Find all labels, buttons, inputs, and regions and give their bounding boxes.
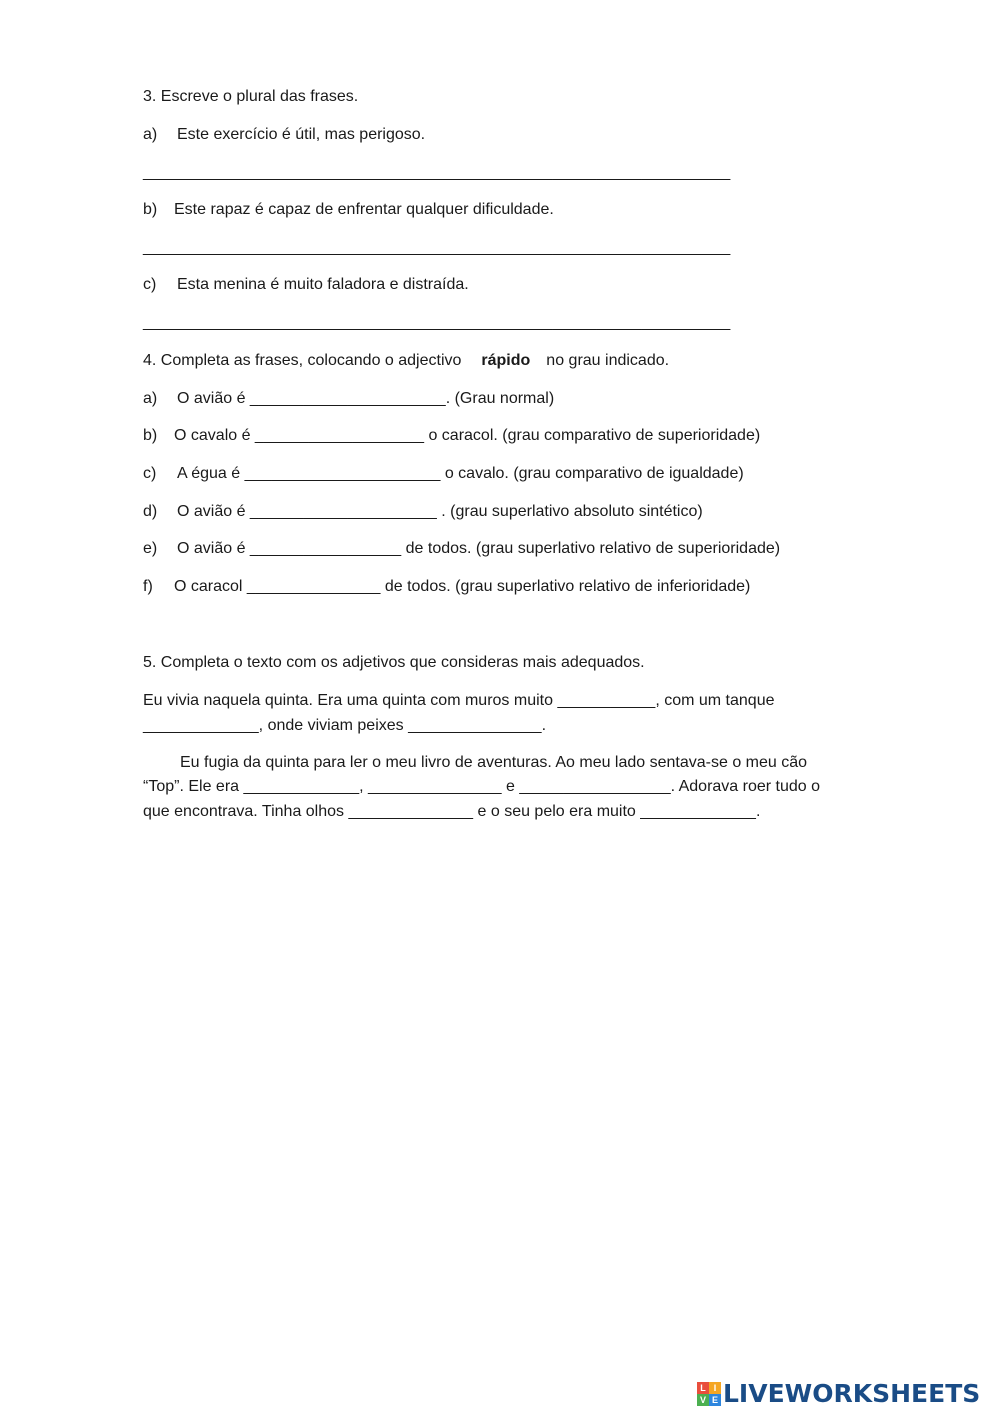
- exercise-4-adjective: rápido: [481, 352, 531, 369]
- exercise-5-paragraph-2-line-1: Eu fugia da quinta para ler o meu livro de aventuras. Ao meu lado sentava-se o meu cão: [180, 754, 808, 771]
- liveworksheets-badge-icon: [697, 1382, 721, 1406]
- item-letter: b): [143, 201, 158, 218]
- item-letter: a): [143, 126, 158, 143]
- exercise-3-item-b: [143, 199, 554, 221]
- item-letter: c): [143, 465, 157, 482]
- liveworksheets-logo: [697, 1380, 980, 1408]
- exercise-3-answer-line-c[interactable]: __________________________________________________________________: [143, 314, 731, 331]
- exercise-5-title: 5. Completa o texto com os adjetivos que consideras mais adequados.: [143, 654, 645, 671]
- exercise-4-title-before: 4. Completa as frases, colocando o adjectivo: [143, 352, 462, 369]
- exercise-4-item-d: [143, 501, 703, 523]
- exercise-3-title: 3. Escreve o plural das frases.: [143, 88, 359, 105]
- item-letter: a): [143, 390, 158, 407]
- item-text[interactable]: O avião é ______________________. (Grau normal): [177, 390, 555, 407]
- item-letter: d): [143, 503, 158, 520]
- exercise-3-item-c: [143, 274, 469, 296]
- item-text: Este exercício é útil, mas perigoso.: [177, 126, 426, 143]
- item-letter: b): [143, 427, 158, 444]
- exercise-5-paragraph-1-line-2[interactable]: _____________, onde viviam peixes _______________.: [143, 717, 547, 734]
- exercise-4-title-after: no grau indicado.: [546, 352, 670, 369]
- liveworksheets-logo-text: LIVEWORKSHEETS: [723, 1379, 981, 1408]
- item-text[interactable]: O avião é _________________ de todos. (grau superlativo relativo de superioridade): [177, 540, 781, 557]
- item-letter: f): [143, 578, 153, 595]
- item-text: Este rapaz é capaz de enfrentar qualquer dificuldade.: [174, 201, 554, 218]
- item-text[interactable]: A égua é ______________________ o cavalo. (grau comparativo de igualdade): [177, 465, 744, 482]
- exercise-4-item-a: [143, 388, 554, 410]
- badge-letter-l: L: [697, 1382, 709, 1394]
- badge-letter-v: V: [697, 1394, 709, 1406]
- exercise-5-paragraph-1-line-1[interactable]: Eu vivia naquela quinta. Era uma quinta com muros muito ___________, com um tanque: [143, 692, 775, 709]
- item-text[interactable]: O caracol _______________ de todos. (grau superlativo relativo de inferioridade): [174, 578, 751, 595]
- exercise-3-item-a: [143, 124, 425, 146]
- exercise-4-item-b: [143, 425, 760, 447]
- exercise-3-answer-line-a[interactable]: __________________________________________________________________: [143, 164, 731, 181]
- exercise-3-answer-line-b[interactable]: __________________________________________________________________: [143, 239, 731, 256]
- exercise-5-paragraph-2-line-2[interactable]: “Top”. Ele era _____________, _______________ e _________________. Adorava roer tudo o: [143, 778, 821, 795]
- badge-letter-e: E: [709, 1394, 721, 1406]
- item-letter: e): [143, 540, 158, 557]
- item-letter: c): [143, 276, 157, 293]
- exercise-4-title: [143, 350, 669, 372]
- exercise-4-item-c: [143, 463, 744, 485]
- item-text[interactable]: O avião é _____________________ . (grau superlativo absoluto sintético): [177, 503, 703, 520]
- item-text: Esta menina é muito faladora e distraída.: [177, 276, 469, 293]
- badge-letter-i: I: [709, 1382, 721, 1394]
- item-text[interactable]: O cavalo é ___________________ o caracol. (grau comparativo de superioridade): [174, 427, 761, 444]
- exercise-5-paragraph-2-line-3[interactable]: que encontrava. Tinha olhos ______________ e o seu pelo era muito _____________.: [143, 803, 761, 820]
- exercise-4-item-f: [143, 576, 750, 598]
- exercise-4-item-e: [143, 538, 780, 560]
